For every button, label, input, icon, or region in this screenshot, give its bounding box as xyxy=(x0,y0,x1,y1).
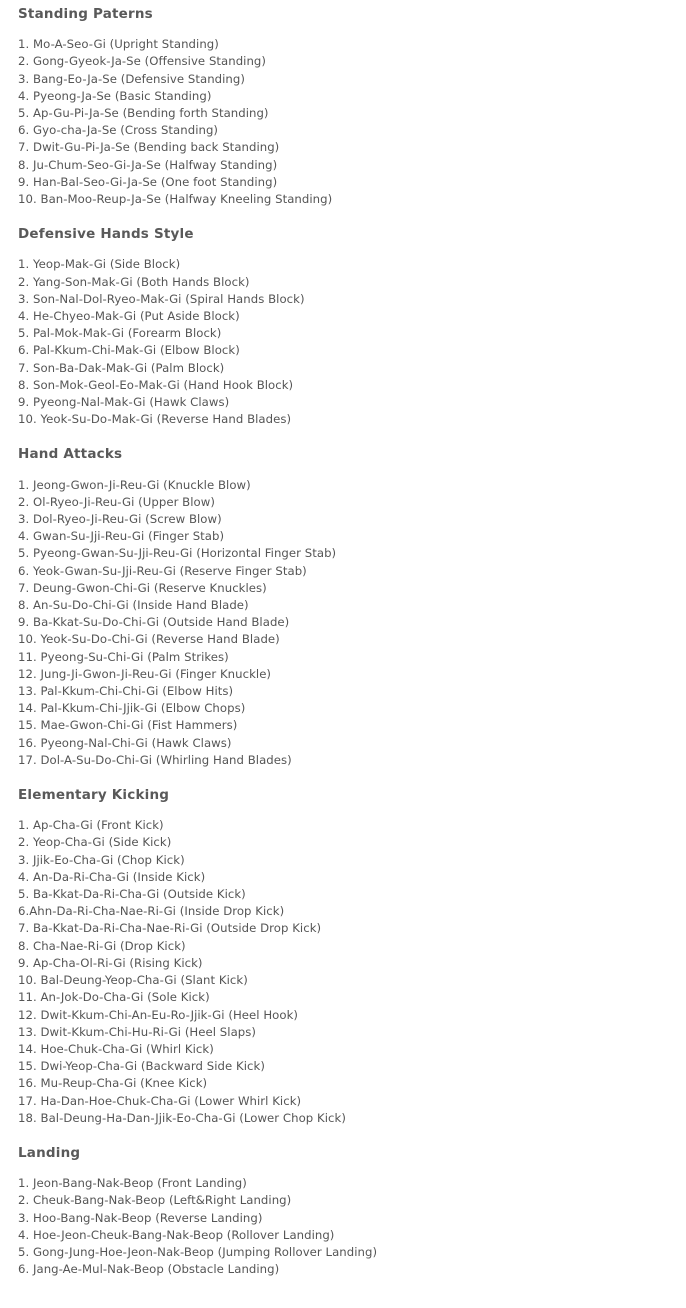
technique-list xyxy=(18,1175,686,1278)
list-item: 10. Ban-Moo-Reup-Ja-Se (Halfway Kneeling Standing) xyxy=(18,192,333,207)
list-item: 10. Bal-Deung-Yeop-Cha-Gi (Slant Kick) xyxy=(18,973,248,988)
section-landing xyxy=(18,1145,686,1278)
list-item: 2. Ol-Ryeo-Ji-Reu-Gi (Upper Blow) xyxy=(18,494,215,509)
list-item: 5. Ba-Kkat-Da-Ri-Cha-Gi (Outside Kick) xyxy=(18,887,246,902)
section-title: Standing Paterns xyxy=(18,6,153,22)
list-item: 11. An-Jok-Do-Cha-Gi (Sole Kick) xyxy=(18,990,210,1005)
section-title: Hand Attacks xyxy=(18,446,123,463)
list-item: 18. Bal-Deung-Ha-Dan-Jjik-Eo-Cha-Gi (Lower Chop Kick) xyxy=(18,1110,346,1125)
list-item: 1. Jeon-Bang-Nak-Beop (Front Landing) xyxy=(18,1176,247,1191)
list-item: 12. Jung-Ji-Gwon-Ji-Reu-Gi (Finger Knuckle) xyxy=(18,666,272,681)
list-item: 2. Gong-Gyeok-Ja-Se (Offensive Standing) xyxy=(18,54,267,69)
list-item: 5. Pyeong-Gwan-Su-Jji-Reu-Gi (Horizontal Finger Stab) xyxy=(18,546,337,561)
list-item: 9. Pyeong-Nal-Mak-Gi (Hawk Claws) xyxy=(18,395,230,410)
list-item: 8. An-Su-Do-Chi-Gi (Inside Hand Blade) xyxy=(18,598,249,613)
list-item: 4. An-Da-Ri-Cha-Gi (Inside Kick) xyxy=(18,869,206,884)
list-item: 9. Ap-Cha-Ol-Ri-Gi (Rising Kick) xyxy=(18,955,203,970)
list-item: 3. Dol-Ryeo-Ji-Reu-Gi (Screw Blow) xyxy=(18,512,222,527)
list-item: 1. Yeop-Mak-Gi (Side Block) xyxy=(18,257,181,272)
section-hand-attacks xyxy=(18,446,686,769)
list-item: 3. Bang-Eo-Ja-Se (Defensive Standing) xyxy=(18,71,245,86)
section-standing-patterns xyxy=(18,6,686,208)
list-item: 4. He-Chyeo-Mak-Gi (Put Aside Block) xyxy=(18,309,240,324)
list-item: 3. Son-Nal-Dol-Ryeo-Mak-Gi (Spiral Hands Block) xyxy=(18,291,305,306)
list-item: 1. Mo-A-Seo-Gi (Upright Standing) xyxy=(18,37,219,52)
list-item: 2. Yang-Son-Mak-Gi (Both Hands Block) xyxy=(18,274,250,289)
list-item: 17. Ha-Dan-Hoe-Chuk-Cha-Gi (Lower Whirl Kick) xyxy=(18,1093,302,1108)
technique-list xyxy=(18,477,686,769)
section-title: Elementary Kicking xyxy=(18,787,170,804)
list-item: 5. Ap-Gu-Pi-Ja-Se (Bending forth Standing) xyxy=(18,106,269,120)
list-item: 9. Ba-Kkat-Su-Do-Chi-Gi (Outside Hand Blade) xyxy=(18,615,290,630)
section-elementary-kicking xyxy=(18,787,686,1127)
list-item: 5. Gong-Jung-Hoe-Jeon-Nak-Beop (Jumping Rollover Landing) xyxy=(18,1244,378,1259)
list-item: 12. Dwit-Kkum-Chi-An-Eu-Ro-Jjik-Gi (Heel Hook) xyxy=(18,1007,299,1022)
list-item: 9. Han-Bal-Seo-Gi-Ja-Se (One foot Standing) xyxy=(18,174,278,189)
list-item: 5. Pal-Mok-Mak-Gi (Forearm Block) xyxy=(18,326,222,341)
list-item: 17. Dol-A-Su-Do-Chi-Gi (Whirling Hand Blades) xyxy=(18,752,292,767)
list-item: 7. Ba-Kkat-Da-Ri-Cha-Nae-Ri-Gi (Outside Drop Kick) xyxy=(18,921,322,936)
list-item: 1. Jeong-Gwon-Ji-Reu-Gi (Knuckle Blow) xyxy=(18,477,251,492)
list-item: 14. Pal-Kkum-Chi-Jjik-Gi (Elbow Chops) xyxy=(18,701,246,716)
technique-list xyxy=(18,256,686,428)
list-item: 3. Hoo-Bang-Nak-Beop (Reverse Landing) xyxy=(18,1210,263,1225)
list-item: 2. Yeop-Cha-Gi (Side Kick) xyxy=(18,835,172,850)
list-item: 10. Yeok-Su-Do-Mak-Gi (Reverse Hand Blades) xyxy=(18,412,292,427)
list-item: 4. Gwan-Su-Jji-Reu-Gi (Finger Stab) xyxy=(18,529,225,544)
technique-list xyxy=(18,36,686,208)
list-item: 6. Gyo-cha-Ja-Se (Cross Standing) xyxy=(18,123,219,138)
list-item: 11. Pyeong-Su-Chi-Gi (Palm Strikes) xyxy=(18,649,229,664)
list-item: 8. Son-Mok-Geol-Eo-Mak-Gi (Hand Hook Block) xyxy=(18,377,294,392)
list-item: 7. Son-Ba-Dak-Mak-Gi (Palm Block) xyxy=(18,360,225,375)
list-item: 13. Pal-Kkum-Chi-Chi-Gi (Elbow Hits) xyxy=(18,684,234,699)
list-item: 13. Dwit-Kkum-Chi-Hu-Ri-Gi (Heel Slaps) xyxy=(18,1024,257,1039)
section-defensive-hands-style xyxy=(18,226,686,428)
list-item: 7. Dwit-Gu-Pi-Ja-Se (Bending back Standing) xyxy=(18,140,280,155)
list-item: 16. Pyeong-Nal-Chi-Gi (Hawk Claws) xyxy=(18,735,232,750)
list-item: 14. Hoe-Chuk-Cha-Gi (Whirl Kick) xyxy=(18,1041,214,1056)
list-item: 6. Pal-Kkum-Chi-Mak-Gi (Elbow Block) xyxy=(18,343,240,358)
list-item: 10. Yeok-Su-Do-Chi-Gi (Reverse Hand Blade) xyxy=(18,632,280,647)
list-item: 6.Ahn-Da-Ri-Cha-Nae-Ri-Gi (Inside Drop Kick) xyxy=(18,904,285,919)
list-item: 4. Hoe-Jeon-Cheuk-Bang-Nak-Beop (Rollover Landing) xyxy=(18,1227,335,1242)
list-item: 7. Deung-Gwon-Chi-Gi (Reserve Knuckles) xyxy=(18,580,267,595)
list-item: 6. Jang-Ae-Mul-Nak-Beop (Obstacle Landing) xyxy=(18,1262,280,1277)
list-item: 2. Cheuk-Bang-Nak-Beop (Left&Right Landing) xyxy=(18,1193,292,1208)
list-item: 16. Mu-Reup-Cha-Gi (Knee Kick) xyxy=(18,1076,208,1091)
section-title: Defensive Hands Style xyxy=(18,226,194,243)
list-item: 8. Cha-Nae-Ri-Gi (Drop Kick) xyxy=(18,938,186,953)
list-item: 6. Yeok-Gwan-Su-Jji-Reu-Gi (Reserve Finger Stab) xyxy=(18,563,307,578)
section-title: Landing xyxy=(18,1144,81,1161)
list-item: 15. Dwi-Yeop-Cha-Gi (Backward Side Kick) xyxy=(18,1059,265,1074)
list-item: 4. Pyeong-Ja-Se (Basic Standing) xyxy=(18,88,212,103)
list-item: 3. Jjik-Eo-Cha-Gi (Chop Kick) xyxy=(18,852,185,867)
list-item: 1. Ap-Cha-Gi (Front Kick) xyxy=(18,818,164,833)
list-item: 8. Ju-Chum-Seo-Gi-Ja-Se (Halfway Standing) xyxy=(18,157,278,172)
technique-list xyxy=(18,817,686,1127)
list-item: 15. Mae-Gwon-Chi-Gi (Fist Hammers) xyxy=(18,718,238,733)
